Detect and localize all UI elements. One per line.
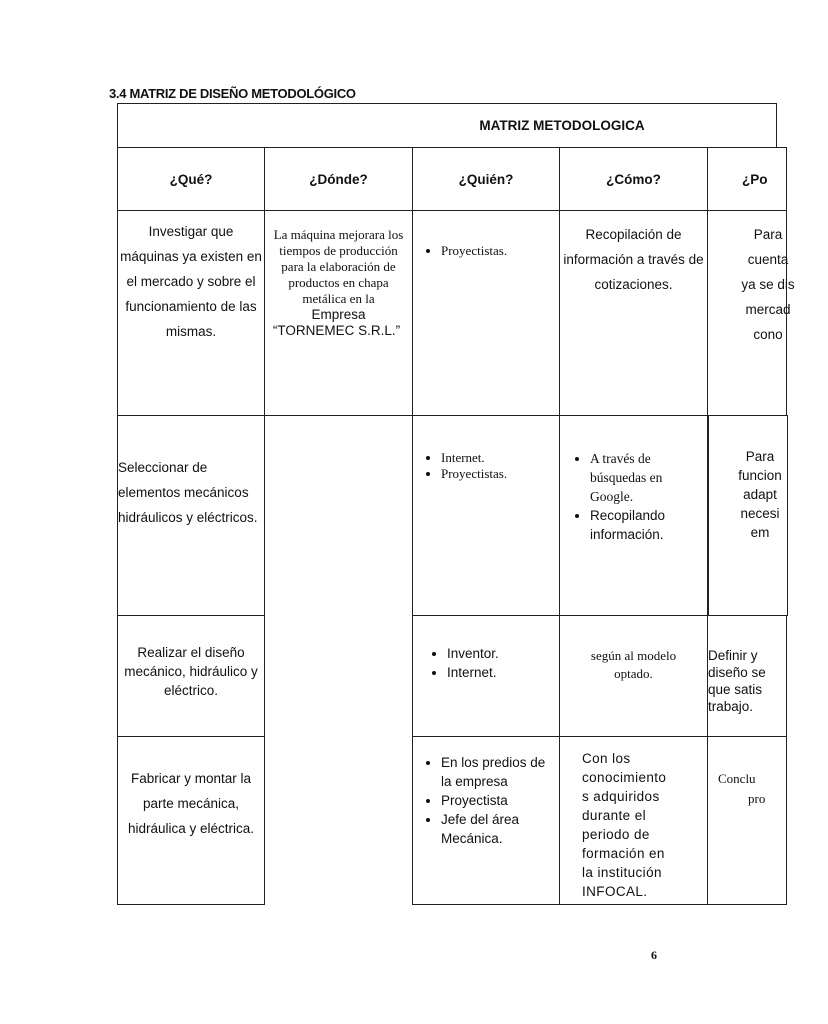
row3-que: Realizar el diseño mecánico, hidráulico y eléctrico. [117, 615, 265, 737]
list-item: • Proyectistas. [441, 243, 557, 259]
row2-por [708, 415, 788, 616]
row3-quien [412, 615, 560, 737]
row1-por-lines: Para cuenta ya se dis mercad cono [741, 227, 795, 342]
list-item: • Proyectistas. [441, 466, 557, 482]
list-item: • Internet. [441, 450, 557, 466]
list-item: • Proyectista [441, 791, 557, 810]
header-por: ¿Po [707, 147, 787, 211]
header-que: ¿Qué? [117, 147, 265, 211]
list-item: • Inventor. [447, 644, 557, 663]
row1-que: Investigar que máquinas ya existen en el mercado y sobre el funcionamiento de las mismas. [117, 210, 265, 416]
section-heading: 3.4 MATRIZ DE DISEÑO METODOLÓGICO [109, 86, 356, 101]
list-item: • Recopilando información. [590, 506, 703, 544]
row1-por [707, 210, 795, 416]
row2-como [559, 415, 708, 616]
row4-que: Fabricar y montar la parte mecánica, hidráulica y eléctrica. [117, 736, 265, 905]
list-item: • Jefe del área Mecánica. [441, 810, 557, 848]
list-item: • Internet. [447, 663, 557, 682]
row4-como: Con los conocimiento s adquiridos durante el periodo de formación en la institución INFOCAL. [559, 736, 708, 905]
row4-quien [412, 736, 560, 905]
donde-cell [264, 210, 413, 416]
donde-empresa-label: Empresa [311, 307, 366, 322]
row3-por: Definir y diseño se que satis trabajo. [707, 615, 787, 737]
donde-text: La máquina mejorara los tiempos de producción para la elaboración de productos en chapa metálica en la [273, 227, 404, 306]
page-number: 6 [651, 948, 657, 962]
row2-que: Seleccionar de elementos mecánicos hidráulicos y eléctricos. [117, 415, 265, 616]
row1-como: Recopilación de información a través de cotizaciones. [559, 210, 708, 416]
row2-por-lines: Para funcion adapt necesi em [738, 449, 782, 540]
row2-quien [412, 415, 560, 616]
row3-como: según al modelo optado. [559, 615, 708, 737]
donde-merged-blank [264, 415, 413, 616]
row4-por: Conclu pro [707, 736, 787, 905]
header-como: ¿Cómo? [559, 147, 708, 211]
header-quien: ¿Quién? [412, 147, 560, 211]
row1-quien [412, 210, 560, 416]
donde-company-name: “TORNEMEC S.R.L.” [272, 323, 401, 338]
header-donde: ¿Dónde? [264, 147, 413, 211]
methodology-matrix-table [117, 103, 795, 905]
matrix-title: MATRIZ METODOLOGICA [117, 103, 777, 148]
list-item: • En los predios de la empresa [441, 753, 557, 791]
list-item: • A través de búsquedas en Google. [590, 449, 703, 506]
